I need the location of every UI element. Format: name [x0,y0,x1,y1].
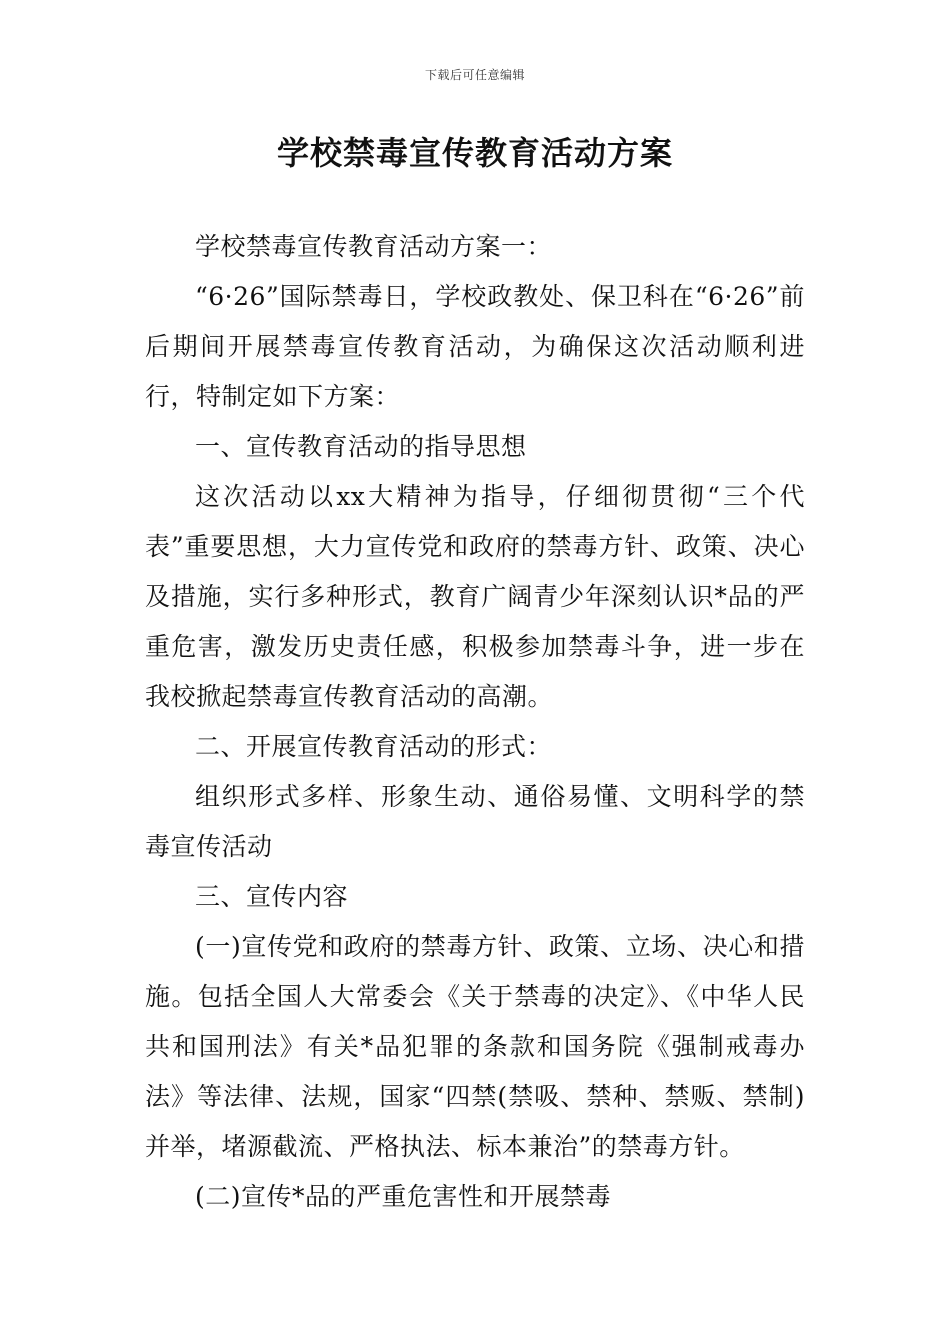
paragraph-content-2: (二)宣传*品的严重危害性和开展禁毒 [195,1182,612,1211]
paragraph-background: “6·26”国际禁毒日，学校政教处、保卫科在“6·26”前后期间开展禁毒宣传教育活动，为确保这次活动顺利进行，特制定如下方案： [145,282,805,411]
header-note: 下载后可任意编辑 [424,68,525,82]
paragraph-content-1: (一)宣传党和政府的禁毒方针、政策、立场、决心和措施。包括全国人大常委会《关于禁毒的决定》、《中华人民共和国刑法》有关*品犯罪的条款和国务院《强制戒毒办法》等法律、法规，国家“四禁(禁吸、禁种、禁贩、禁制)并举，堵源截流、严格执法、标本兼治”的禁毒方针。 [145,932,805,1161]
document-body [145,222,805,1222]
paragraph-guiding-idea: 这次活动以xx大精神为指导，仔细彻贯彻“三个代表”重要思想，大力宣传党和政府的禁毒方针、政策、决心及措施，实行多种形式，教育广阔青少年深刻认识*品的严重危害，激发历史责任感，积极参加禁毒斗争，进一步在我校掀起禁毒宣传教育活动的高潮。 [145,482,805,711]
document-title: 学校禁毒宣传教育活动方案 [276,134,673,172]
section-heading-guiding-idea: 一、宣传教育活动的指导思想 [195,432,527,461]
paragraph-intro: 学校禁毒宣传教育活动方案一： [195,232,553,261]
section-heading-activity-form: 二、开展宣传教育活动的形式： [195,732,553,761]
section-heading-content: 三、宣传内容 [195,882,349,911]
paragraph-activity-form: 组织形式多样、形象生动、通俗易懂、文明科学的禁毒宣传活动 [145,782,805,861]
